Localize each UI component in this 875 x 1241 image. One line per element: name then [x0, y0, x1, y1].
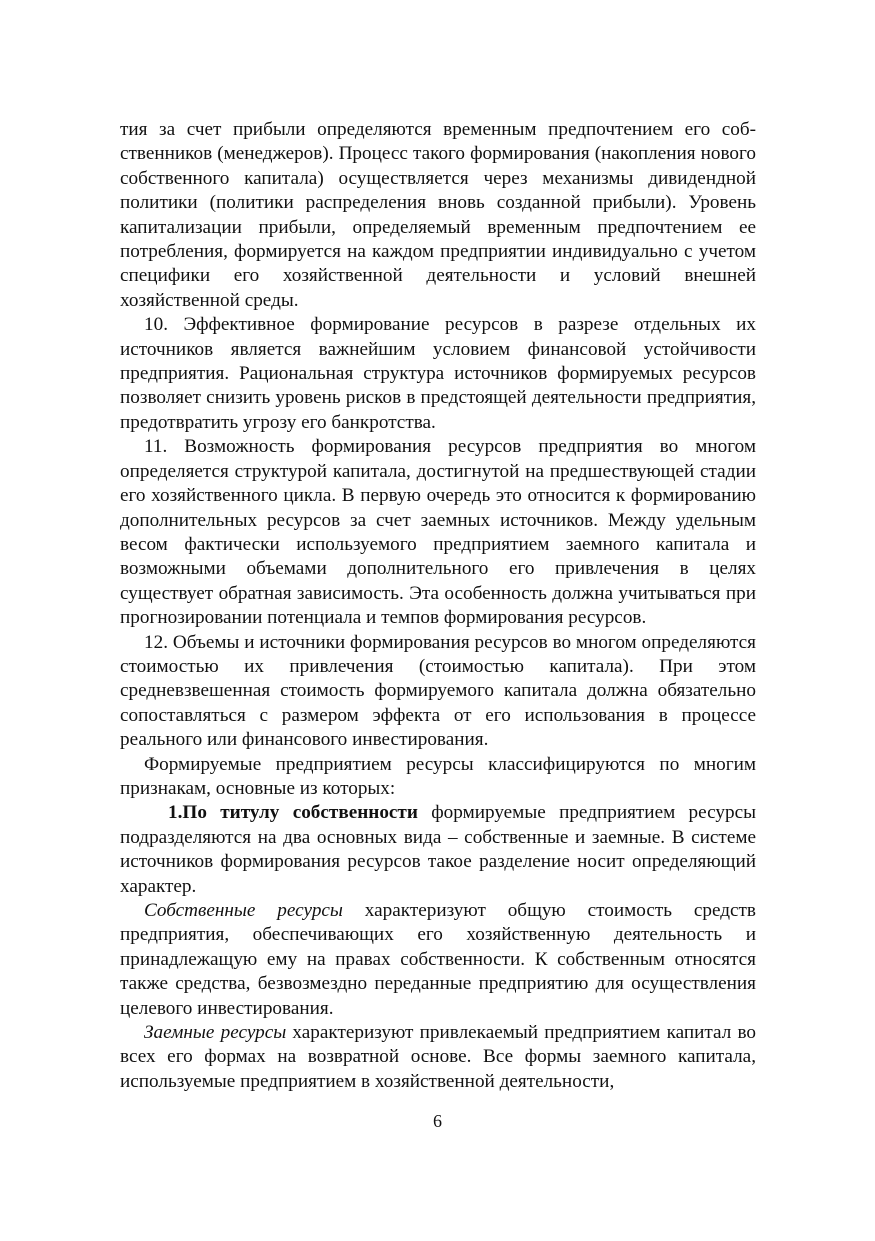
borrowed-resources-term: Заемные ресурсы — [144, 1022, 287, 1044]
paragraph-borrowed-resources — [120, 1021, 756, 1094]
document-body — [120, 118, 756, 1094]
paragraph-item-1 — [120, 801, 756, 899]
borrowed-resources-text: характеризуют привлекаемый предприятием капитал во всех его формах на возвратной основе. Все формы заемного капитала, используемые предприятием в хозяйственной деятельности, — [120, 1022, 756, 1092]
item-1-text: формируемые предприятием ресурсы подразделяются на два основных вида – собственные и заемные. В системе источников формирования ресурсов такое разделение носит определяющий характер. — [120, 802, 756, 897]
item-1-heading: По титулу собственности — [182, 802, 418, 824]
page-number: 6 — [433, 1111, 442, 1131]
paragraph-intro: Формируемые предприятием ресурсы классифицируются по многим признакам, основные из которых: — [120, 753, 756, 799]
own-resources-term: Собственные ресурсы — [144, 900, 343, 921]
item-1-number: 1. — [168, 802, 183, 824]
own-resources-text: характеризуют общую стоимость средств предприятия, обеспечивающих его хозяйственную деятельность и принадлежащую ему на правах собственности. К собственным относятся также средства, безвозмездно переданные предприятию для осуществления целевого инвестирования. — [120, 900, 756, 1019]
paragraph-continuation: тия за счет прибыли определяются временным предпочтением его собственников (менеджеров). Процесс такого формирования (накопления нового собственного капитала) осуществляется через механизмы дивидендной политики (политики распределения вновь созданной прибыли). Уровень капитализации прибыли, определяемый временным предпочтением ее потребления, формируется на каждом предприятии индивидуально с учетом специфики его хозяйственной деятельности и условий внешней хозяйственной среды. — [120, 119, 756, 311]
paragraph-own-resources — [120, 899, 756, 1021]
paragraph-point-10: 10. Эффективное формирование ресурсов в разрезе отдельных их источников является важнейшим условием финансовой устойчивости предприятия. Рациональная структура источников формируемых ресурсов позволяет снизить уровень рисков в предстоящей деятельности предприятия, предотвратить угрозу его банкротства. — [120, 314, 756, 433]
paragraph-point-11: 11. Возможность формирования ресурсов предприятия во многом определяется структурой капитала, достигнутой на предшествующей стадии его хозяйственного цикла. В первую очередь это относится к формированию дополнительных ресурсов за счет заемных источников. Между удельным весом фактически используемого предприятием заемного капитала и возможными объемами дополнительного его привлечения в целях существует обратная зависимость. Эта особенность должна учитываться при прогнозировании потенциала и темпов формирования ресурсов. — [120, 436, 756, 629]
paragraph-point-12: 12. Объемы и источники формирования ресурсов во многом определяются стоимостью их привлечения (стоимостью капитала). При этом средневзвешенная стоимость формируемого капитала должна обязательно сопоставляться с размером эффекта от его использования в процессе реального или финансового инвестирования. — [120, 631, 756, 751]
